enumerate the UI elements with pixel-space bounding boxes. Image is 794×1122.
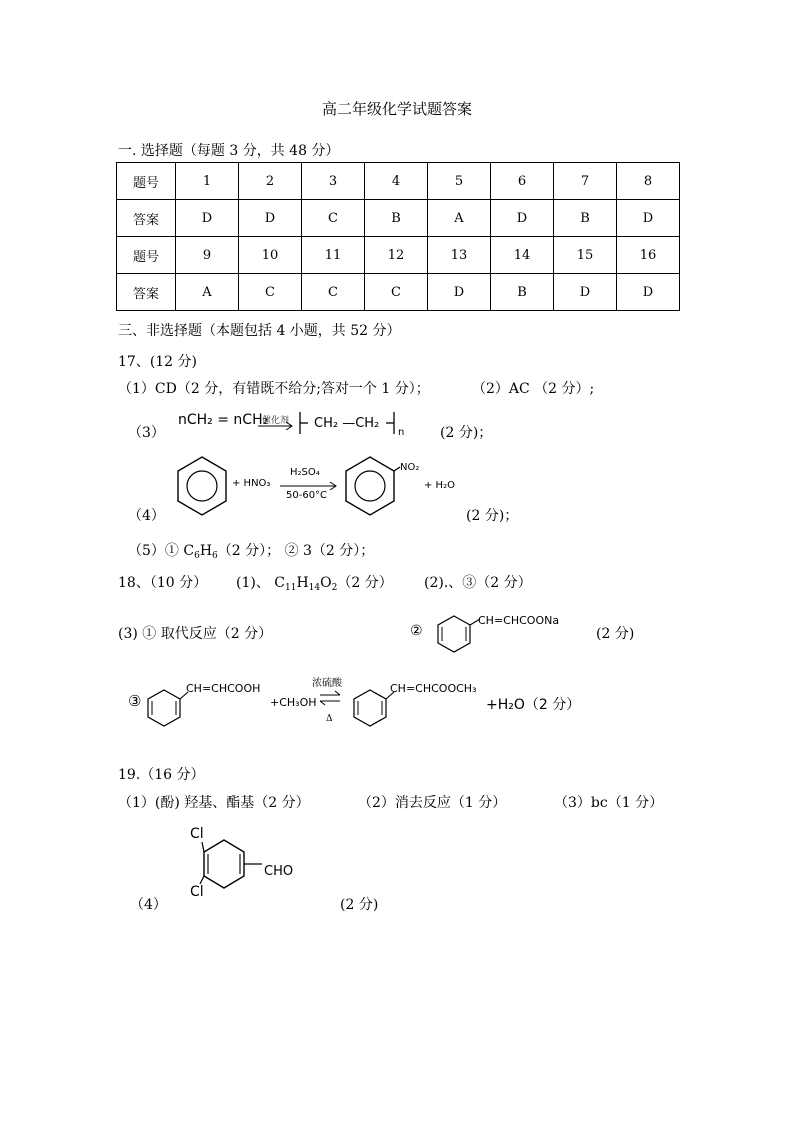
row-label: 题号: [117, 237, 176, 274]
q17-part3-score: (2 分)；: [440, 425, 493, 441]
table-cell: C: [239, 274, 302, 311]
chloro-substituent-1: Cl: [190, 826, 204, 842]
table-cell: B: [554, 200, 617, 237]
q18-part3-2-chain: CH=CHCOONa: [478, 614, 560, 627]
table-cell: D: [176, 200, 239, 237]
q18-part3-2-label: ②: [410, 623, 423, 639]
q17-part2: （2）AC （2 分）;: [472, 381, 595, 397]
table-cell: 8: [617, 163, 680, 200]
table-cell: 6: [491, 163, 554, 200]
q18-methanol: +CH₃OH: [270, 696, 317, 709]
table-cell: 3: [302, 163, 365, 200]
table-cell: D: [428, 274, 491, 311]
table-cell: 1: [176, 163, 239, 200]
table-cell: 14: [491, 237, 554, 274]
q19-part2: （2）消去反应（1 分）: [358, 795, 507, 811]
section1-heading: 一. 选择题（每题 3 分，共 48 分）: [118, 143, 340, 159]
q19-part4-label: （4）: [130, 897, 167, 913]
table-cell: A: [176, 274, 239, 311]
table-cell: 13: [428, 237, 491, 274]
table-cell: 2: [239, 163, 302, 200]
table-cell: D: [239, 200, 302, 237]
q18-ester-cond-bottom: Δ: [326, 714, 333, 724]
table-cell: 15: [554, 237, 617, 274]
q17-part5: （5）① $C_6H_6(2$ 分）； ② 3（2 分）；: [128, 543, 375, 561]
table-cell: D: [617, 200, 680, 237]
table-cell: A: [428, 200, 491, 237]
table-cell: 7: [554, 163, 617, 200]
q18-part3-3-label: ③: [128, 692, 142, 710]
answer-table: [116, 162, 680, 311]
q18-part1: (1)、 $C_{11}H_{14}O_2(2$ 分）: [236, 575, 393, 593]
table-cell: 12: [365, 237, 428, 274]
q17-part4-water: + H₂O: [424, 480, 455, 491]
q17-part4-score: (2 分)；: [466, 508, 519, 524]
table-cell: 5: [428, 163, 491, 200]
q18-ester-chain: CH=CHCOOCH₃: [390, 682, 477, 695]
row-label: 答案: [117, 200, 176, 237]
q17-part3-condition: 催化剂: [262, 416, 290, 426]
row-label: 题号: [117, 163, 176, 200]
polymer-repeat-unit: CH₂ —CH₂: [314, 416, 380, 431]
table-cell: C: [365, 274, 428, 311]
q17-part1: （1）CD（2 分，有错既不给分;答对一个 1 分）；: [118, 381, 430, 397]
table-cell: 11: [302, 237, 365, 274]
table-cell: B: [365, 200, 428, 237]
aldehyde-group: CHO: [264, 864, 294, 879]
table-cell: 4: [365, 163, 428, 200]
page-title: 高二年级化学试题答案: [321, 100, 472, 118]
chloro-substituent-2: Cl: [190, 884, 204, 900]
q18-part3-1: (3) ① 取代反应（2 分）: [118, 626, 273, 642]
nitro-group: NO₂: [400, 462, 420, 473]
table-cell: B: [491, 274, 554, 311]
table-cell: C: [302, 274, 365, 311]
table-row: [117, 237, 680, 274]
q19-part4-score: (2 分): [340, 897, 379, 913]
q17-part4-cond-bottom: 50-60°C: [286, 490, 328, 501]
table-cell: D: [491, 200, 554, 237]
table-cell: 9: [176, 237, 239, 274]
q17-part4-label: （4）: [128, 508, 165, 524]
q17-part4-hno3: + HNO₃: [232, 478, 271, 489]
benzene-ring-icon: [174, 455, 230, 519]
nitrobenzene-ring-icon: [342, 455, 402, 519]
q19-heading: 19.（16 分）: [118, 767, 205, 783]
q18-acid-chain: CH=CHCOOH: [186, 682, 261, 695]
table-cell: D: [554, 274, 617, 311]
table-cell: D: [617, 274, 680, 311]
table-row: [117, 274, 680, 311]
table-row: [117, 163, 680, 200]
equilibrium-arrow-icon: [318, 690, 342, 706]
q19-part1: （1）(酚) 羟基、酯基（2 分）: [118, 795, 310, 811]
section3-heading: 三、非选择题（本题包括 4 小题，共 52 分）: [118, 323, 401, 339]
table-cell: C: [302, 200, 365, 237]
q17-part4-cond-top: H₂SO₄: [290, 467, 320, 478]
q18-part2: (2).、③（2 分）: [424, 575, 532, 591]
q19-part3: （3）bc（1 分）: [554, 795, 664, 811]
q18-ester-tail: +H₂O（2 分）: [486, 697, 581, 713]
q18-heading: 18、（10 分）: [118, 575, 208, 591]
q18-part3-2-score: (2 分): [596, 626, 635, 642]
table-row: [117, 200, 680, 237]
row-label: 答案: [117, 274, 176, 311]
q18-ester-cond-top: 浓硫酸: [312, 678, 342, 689]
table-cell: 10: [239, 237, 302, 274]
polymer-n: n: [398, 427, 405, 438]
q17-arrow: [256, 420, 296, 432]
q17-part3-label: （3）: [128, 425, 165, 441]
table-cell: 16: [617, 237, 680, 274]
q17-part3-reactant: nCH₂ = nCH₂: [178, 412, 269, 428]
q17-heading: 17、(12 分): [118, 354, 198, 370]
